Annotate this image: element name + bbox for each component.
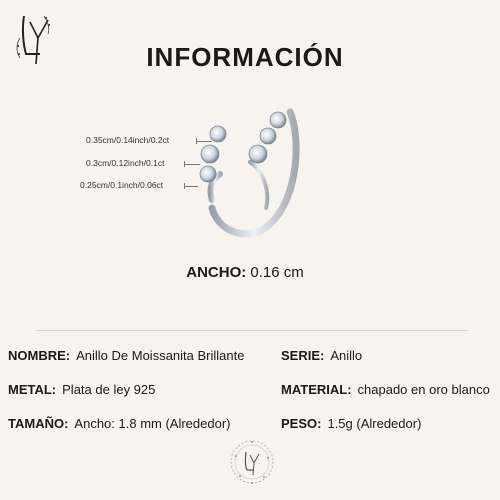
spec-key: METAL: xyxy=(8,382,57,397)
wreath-logo-icon xyxy=(226,436,278,488)
spec-key: MATERIAL: xyxy=(281,382,352,397)
dimension-line xyxy=(196,141,212,142)
dimension-label: 0.35cm/0.14inch/0.2ct xyxy=(86,135,170,145)
spec-key: PESO: xyxy=(281,416,322,431)
spec-peso xyxy=(281,416,421,431)
spec-key: SERIE: xyxy=(281,348,325,363)
divider xyxy=(36,330,468,331)
dimension-label: 0.3cm/0.12inch/0.1ct xyxy=(86,158,165,168)
dimension-tick xyxy=(184,183,185,189)
spec-tamano xyxy=(8,416,231,431)
spec-value: 1.5g (Alrededor) xyxy=(327,416,422,431)
dimension-label: 0.25cm/0.1inch/0.06ct xyxy=(80,180,164,190)
band-width xyxy=(0,264,490,281)
spec-value: Ancho: 1.8 mm (Alrededor) xyxy=(74,416,231,431)
spec-key: NOMBRE: xyxy=(8,348,71,363)
dimension-line xyxy=(184,164,200,165)
spec-value: Anillo xyxy=(330,348,363,363)
spec-key: TAMAÑO: xyxy=(8,416,69,431)
page-title: INFORMACIÓN xyxy=(146,42,344,72)
ring-image xyxy=(190,100,310,250)
spec-value: Anillo De Moissanita Brillante xyxy=(76,348,245,363)
dimension-tick xyxy=(196,138,197,144)
spec-metal xyxy=(8,382,155,397)
spec-serie xyxy=(281,348,362,363)
dimension-tick xyxy=(184,161,185,167)
band-width-label: ANCHO: xyxy=(186,264,247,281)
spec-material xyxy=(281,382,490,397)
spec-nombre xyxy=(8,348,244,363)
dimension-line xyxy=(184,186,198,187)
spec-value: chapado en oro blanco xyxy=(357,382,490,397)
spec-value: Plata de ley 925 xyxy=(62,382,156,397)
band-width-value: 0.16 cm xyxy=(250,264,304,281)
